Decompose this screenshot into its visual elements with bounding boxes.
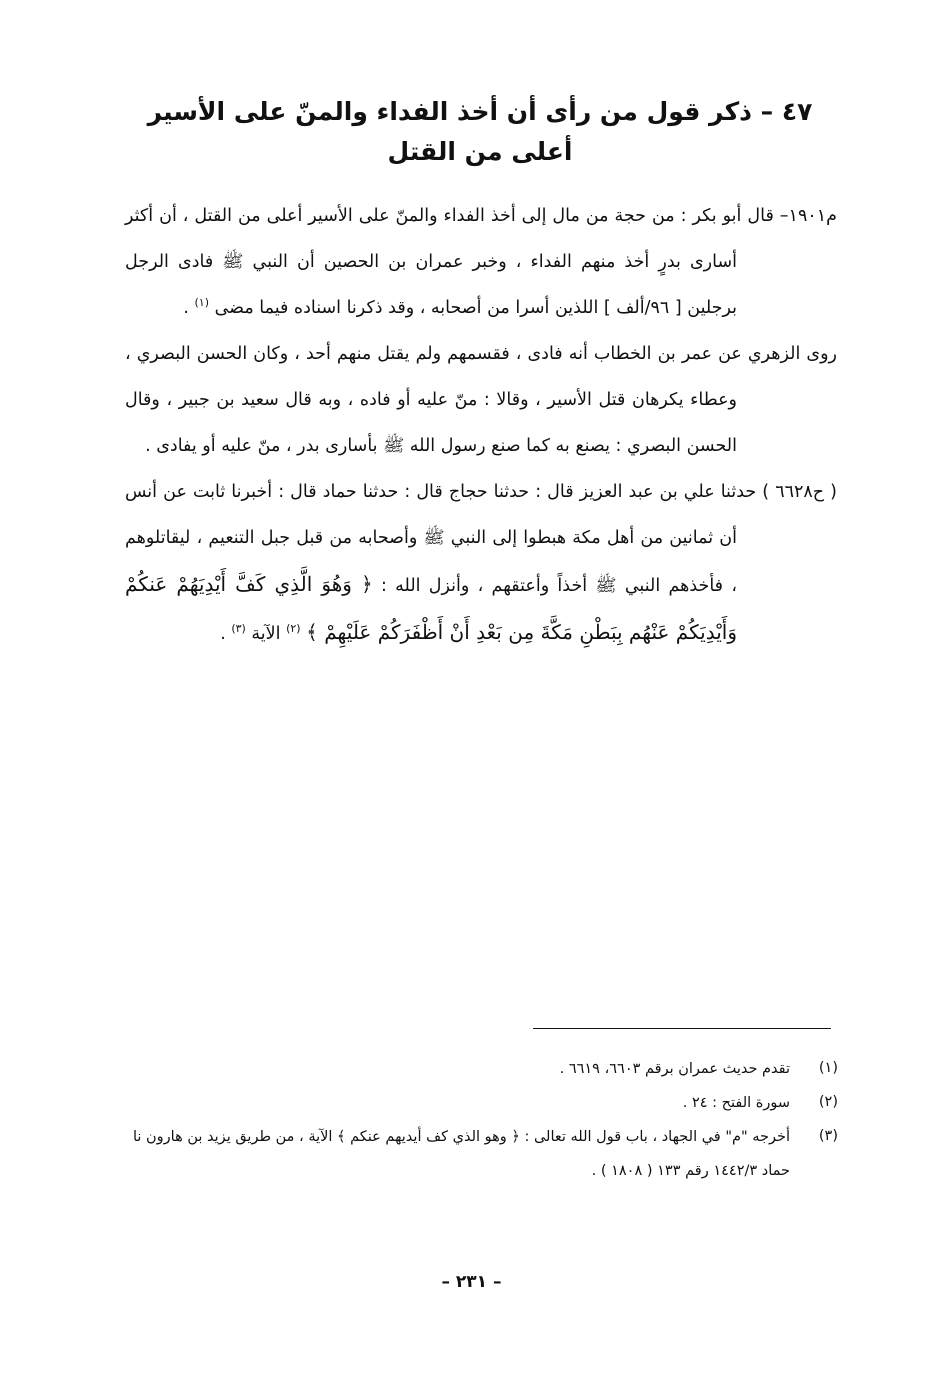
footnote-1 — [120, 1052, 838, 1086]
paragraph-1901 — [125, 193, 837, 331]
main-text — [125, 193, 837, 657]
paragraph-text: ( ح٦٦٢٨ ) حدثنا علي بن عبد العزيز قال : حدثنا حجاج قال : حدثنا حماد قال : أخبرنا ثابت عن أنس أن ثمانين من أهل مكة هبطوا إلى النبي ﷺ وأصحابه من قبل جبل التنعيم ، ليقاتلوهم ، فأخذهم النبي ﷺ أخذاً وأعتقهم ، وأنزل الله : — [125, 482, 837, 596]
footnotes — [120, 1052, 838, 1188]
footnote-text: سورة الفتح : ٢٤ . — [682, 1095, 790, 1111]
footnote-ref: (١) — [194, 296, 209, 310]
footnote-2 — [120, 1086, 838, 1120]
footnote-number: (٢) — [818, 1094, 838, 1110]
verse-note: الآية — [245, 624, 287, 644]
footnote-ref: (٢) — [286, 622, 301, 636]
footnote-divider — [533, 1028, 831, 1029]
footnote-number: (١) — [818, 1060, 838, 1076]
paragraph-zuhri — [125, 331, 837, 469]
quran-verse: ﴿ وَهُوَ الَّذِي كَفَّ أَيْدِيَهُمْ عَنكُمْ وَأَيْدِيَكُمْ عَنْهُم بِبَطْنِ مَكَّةَ مِن بَعْدِ أَنْ أَظْفَرَكُمْ عَلَيْهِمْ ﴾ — [125, 572, 737, 644]
paragraph-hadith-6628 — [125, 469, 837, 657]
paragraph-end: . — [183, 298, 195, 318]
page-number: – ٢٣١ – — [441, 1272, 502, 1292]
footnote-ref: (٣) — [231, 622, 246, 636]
paragraph-end: . — [220, 624, 232, 644]
narration-number: م١٩٠١– — [779, 206, 837, 226]
footnote-text: أخرجه "م" في الجهاد ، باب قول الله تعالى : ﴿ وهو الذي كف أيديهم عنكم ﴾ الآية ، من طريق يزيد بن هارون نا حماد ١٤٤٢/٣ رقم ١٣٣ ( ١٨٠٨ ) . — [132, 1129, 790, 1179]
footnote-number: (٣) — [818, 1128, 838, 1144]
paragraph-text: قال أبو بكر : من حجة من مال إلى أخذ الفداء والمنّ على الأسير أعلى من القتل ، أن أكثر أسارى بدرٍ أخذ منهم الفداء ، وخبر عمران بن الحصين أن النبي ﷺ فادى الرجل برجلين [ ٩٦/ألف ] اللذين أسرا من أصحابه ، وقد ذكرنا اسناده فيما مضى — [125, 206, 774, 318]
chapter-title: ٤٧ – ذكر قول من رأى أن أخذ الفداء والمنّ على الأسير أعلى من القتل — [147, 97, 813, 166]
paragraph-text: روى الزهري عن عمر بن الخطاب أنه فادى ، فقسمهم ولم يقتل منهم أحد ، وكان الحسن البصري ، وعطاء يكرهان قتل الأسير ، وقالا : منّ عليه أو فاده ، وبه قال سعيد بن جبير ، وقال الحسن البصري : يصنع به كما صنع رسول الله ﷺ بأسارى بدر ، منّ عليه أو يفادى . — [125, 344, 837, 456]
footnote-text: تقدم حديث عمران برقم ٦٦٠٣، ٦٦١٩ . — [559, 1061, 790, 1077]
footnote-3 — [120, 1120, 838, 1188]
